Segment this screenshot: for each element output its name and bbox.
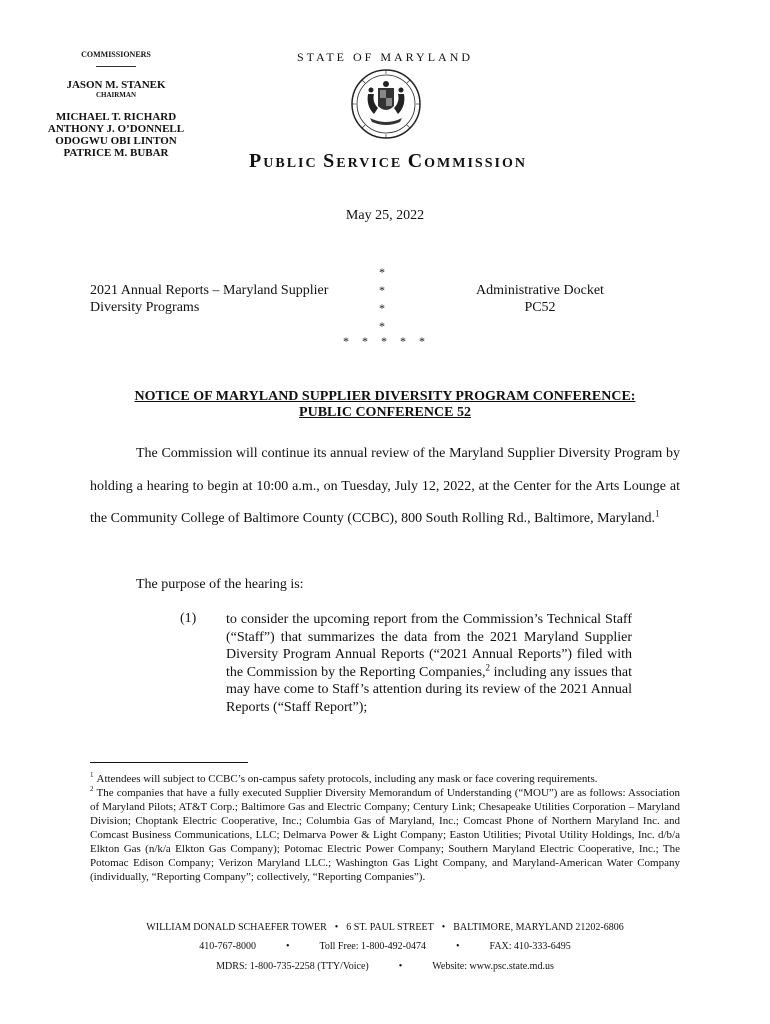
commissioners-heading: COMMISSIONERS bbox=[81, 50, 151, 59]
notice-title: NOTICE OF MARYLAND SUPPLIER DIVERSITY PROGRAM CONFERENCE: PUBLIC CONFERENCE 52 bbox=[134, 389, 636, 420]
chairman-title: CHAIRMAN bbox=[95, 91, 137, 99]
state-seal-icon bbox=[350, 68, 422, 140]
commissioner-name: ANTHONY J. O’DONNELL bbox=[47, 123, 185, 135]
caption-matter: 2021 Annual Reports – Maryland Supplier Diversity Programs bbox=[90, 283, 329, 315]
commissioner-members bbox=[40, 111, 192, 159]
footer-website[interactable]: Website: www.psc.state.md.us bbox=[432, 961, 554, 972]
footer-mdrs: MDRS: 1-800-735-2258 (TTY/Voice) bbox=[216, 961, 369, 972]
commissioner-name: ODOGWU OBI LINTON bbox=[55, 135, 177, 147]
footnote: $^2$ The companies that have a fully executed Supplier Diversity Memorandum of Understanding (“MOU”) are as follows: Association of Maryland Pilots; AT&T Corp.; Baltimore Gas and Electric Company; Century Link; Chesapeake Utilities Corporation – Maryland Division; Choptank Electric Cooperative, Inc.; Columbia Gas of Maryland, Inc.; Comcast Phone of Northern Maryland Inc. and Comcast Business Communications, LLC; Delmarva Power & Light Company; Easton Utilities; Pivotal Utility Holdings, Inc. d/b/a Elkton Gas (n/k/a Elkton Gas Company); Potomac Electric Power Company; Southern Maryland Electric Cooperative, Inc.; The Potomac Edison Company; Verizon Maryland LLC.; Washington Gas Light Company, and Maryland-American Water Company (individually, “Reporting Company”; collectively, “Reporting Companies”). bbox=[90, 785, 680, 883]
commissioners-divider bbox=[96, 66, 136, 67]
chairman-name: JASON M. STANEK bbox=[66, 79, 166, 91]
commissioner-name: PATRICE M. BUBAR bbox=[63, 147, 169, 159]
footnote-ref: 2 bbox=[485, 662, 491, 673]
agency-name: PUBLIC SERVICE COMMISSION bbox=[249, 150, 527, 172]
document-date: May 25, 2022 bbox=[345, 208, 425, 223]
footnote-divider bbox=[90, 762, 248, 763]
footer-contacts: 410-767-8000 • Toll Free: 1-800-492-0474 • FAX: 410-333-6495 bbox=[199, 941, 571, 952]
list-item-text: to consider the upcoming report from the Commission’s Technical Staff (“Staff”) that summarizes the data from the 2021 Maryland Supplier Diversity Program Annual Reports (“2021 Annual Reports”) filed with the Commission by the Reporting Companies,$^2$ including any issues that may have come to Staff’s attention during its review of the 2021 Annual Reports (“Staff Report”); bbox=[226, 612, 632, 715]
footnote-ref: 1 bbox=[655, 508, 660, 519]
state-heading: STATE OF MARYLAND bbox=[296, 50, 474, 64]
commissioner-name: MICHAEL T. RICHARD bbox=[55, 111, 177, 123]
footer-mdrs-website: MDRS: 1-800-735-2258 (TTY/Voice) • Website: www.psc.state.md.us bbox=[216, 961, 554, 972]
body-paragraph: The Commission will continue its annual review of the Maryland Supplier Diversity Program by holding a hearing to begin at 10:00 a.m., on Tuesday, July 12, 2022, at the Center for the Arts Lounge at the Community College of Baltimore County (CCBC), 800 South Rolling Rd., Baltimore, Maryland.$^1$ bbox=[90, 446, 680, 526]
list-item-number: (1) bbox=[180, 611, 197, 626]
footnote: $^1$ Attendees will subject to CCBC’s on-campus safety protocols, including any mask or face covering requirements. bbox=[90, 771, 598, 785]
caption-docket: Administrative Docket PC52 bbox=[476, 283, 604, 315]
purpose-intro: The purpose of the hearing is: bbox=[136, 577, 304, 592]
footer-toll-free: Toll Free: 1-800-492-0474 bbox=[319, 941, 426, 952]
footer-fax: FAX: 410-333-6495 bbox=[489, 941, 571, 952]
footer-address: WILLIAM DONALD SCHAEFER TOWER • 6 ST. PAUL STREET • BALTIMORE, MARYLAND 21202-6806 bbox=[146, 922, 624, 933]
footer-phone: 410-767-8000 bbox=[199, 941, 256, 952]
caption-star-row: * * * * * bbox=[343, 334, 427, 348]
caption-star-column: * * * * bbox=[379, 265, 385, 333]
